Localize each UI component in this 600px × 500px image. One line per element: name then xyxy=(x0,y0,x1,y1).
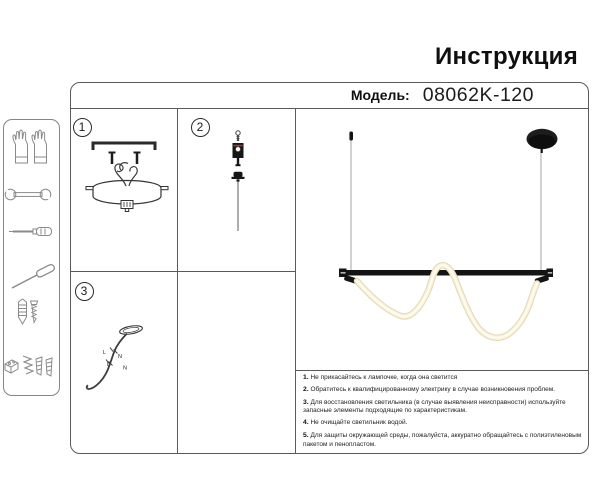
note-number: 3. xyxy=(303,398,309,406)
step-2-badge: 2 xyxy=(191,118,210,137)
note-item xyxy=(303,399,589,416)
page-title: Инструкция xyxy=(434,43,578,70)
grid-divider-vertical-1 xyxy=(177,108,178,454)
notes-panel xyxy=(303,374,589,453)
note-number: 1. xyxy=(303,374,309,381)
note-number: 2. xyxy=(303,386,309,394)
note-item xyxy=(303,374,589,383)
note-number: 5. xyxy=(303,431,309,439)
model-label: Модель: xyxy=(350,87,410,103)
model-row xyxy=(70,82,590,108)
note-text: Для защиты окружающей среды, пожалуйста, аккуратно обращайтесь с полиэтиленовым пакетом и пенопластом. xyxy=(303,431,582,448)
wire-label-l2: L xyxy=(107,362,111,368)
note-item xyxy=(303,386,589,395)
grid-divider-vertical-2 xyxy=(295,108,296,454)
note-item xyxy=(303,419,589,428)
note-text: Обратитесь к квалифицированному электрику в случае возникновения проблем. xyxy=(310,386,556,394)
note-item xyxy=(303,432,589,449)
wire-label-n1: N xyxy=(118,354,122,360)
model-value: 08062K-120 xyxy=(422,83,534,106)
grid-divider-horizontal-left xyxy=(70,271,296,272)
note-text: Для восстановления светильника (в случае выявления неисправности) используйте запасные элементы подходящие по характеристикам. xyxy=(303,398,566,415)
tools-sidebar xyxy=(3,119,60,396)
wire-label-n2: N xyxy=(123,365,127,372)
note-text: Не прикасайтесь к лампочке, когда она светится xyxy=(310,374,458,381)
grid-divider-horizontal-right xyxy=(295,370,589,371)
model-divider xyxy=(70,108,589,109)
wire-label-l1: L xyxy=(103,350,107,356)
step-1-badge: 1 xyxy=(73,118,92,137)
note-number: 4. xyxy=(303,419,309,427)
step-3-badge: 3 xyxy=(75,282,94,301)
note-text: Не очищайте светильник водой. xyxy=(310,419,408,427)
